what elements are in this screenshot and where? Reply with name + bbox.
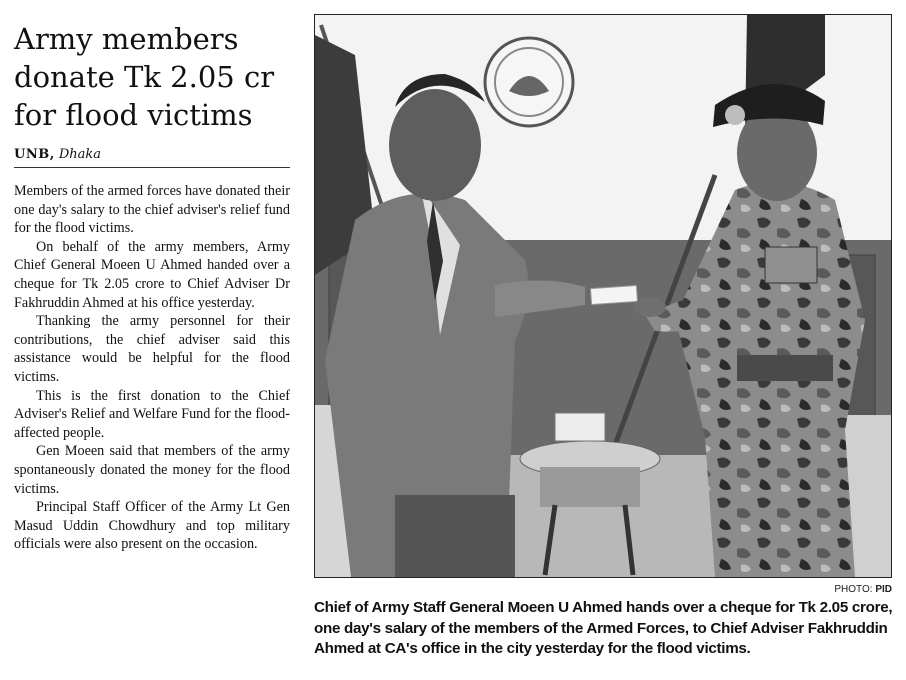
headline: Army members donate Tk 2.05 cr for flood victims xyxy=(14,22,275,132)
photo-illustration xyxy=(315,15,891,577)
byline-place: Dhaka xyxy=(58,147,102,162)
article-paragraph: Principal Staff Officer of the Army Lt Gen Masud Uddin Chowdhury and top military officials were also present on the occasion. xyxy=(14,499,290,553)
article-paragraph: Thanking the army personnel for their contributions, the chief adviser said this assistance would be helpful for the flood victims. xyxy=(14,313,290,385)
article-body xyxy=(14,182,290,554)
article-paragraph: On behalf of the army members, Army Chief General Moeen U Ahmed handed over a cheque for Tk 2.05 crore to Chief Adviser Dr Fakhruddin Ahmed at his office yesterday. xyxy=(14,238,290,311)
photo-credit xyxy=(700,584,892,595)
byline xyxy=(14,147,290,168)
article-paragraph: This is the first donation to the Chief Adviser's Relief and Welfare Fund for the flood-affected people. xyxy=(14,387,290,441)
news-photo xyxy=(314,14,892,578)
photo-credit-label: PHOTO: xyxy=(834,584,873,595)
byline-agency: UNB, xyxy=(14,147,55,162)
photo-credit-source: PID xyxy=(875,584,892,595)
article-paragraph: Gen Moeen said that members of the army spontaneously donated the money for the flood victims. xyxy=(14,443,290,497)
article-paragraph: Members of the armed forces have donated their one day's salary to the chief adviser's relief fund for the flood victims. xyxy=(14,183,290,237)
photo-caption: Chief of Army Staff General Moeen U Ahmed hands over a cheque for Tk 2.05 crore, one day's salary of the members of the Armed Forces, to Chief Adviser Fakhruddin Ahmed at CA's office in the city yesterday for the flood victims. xyxy=(314,599,893,657)
